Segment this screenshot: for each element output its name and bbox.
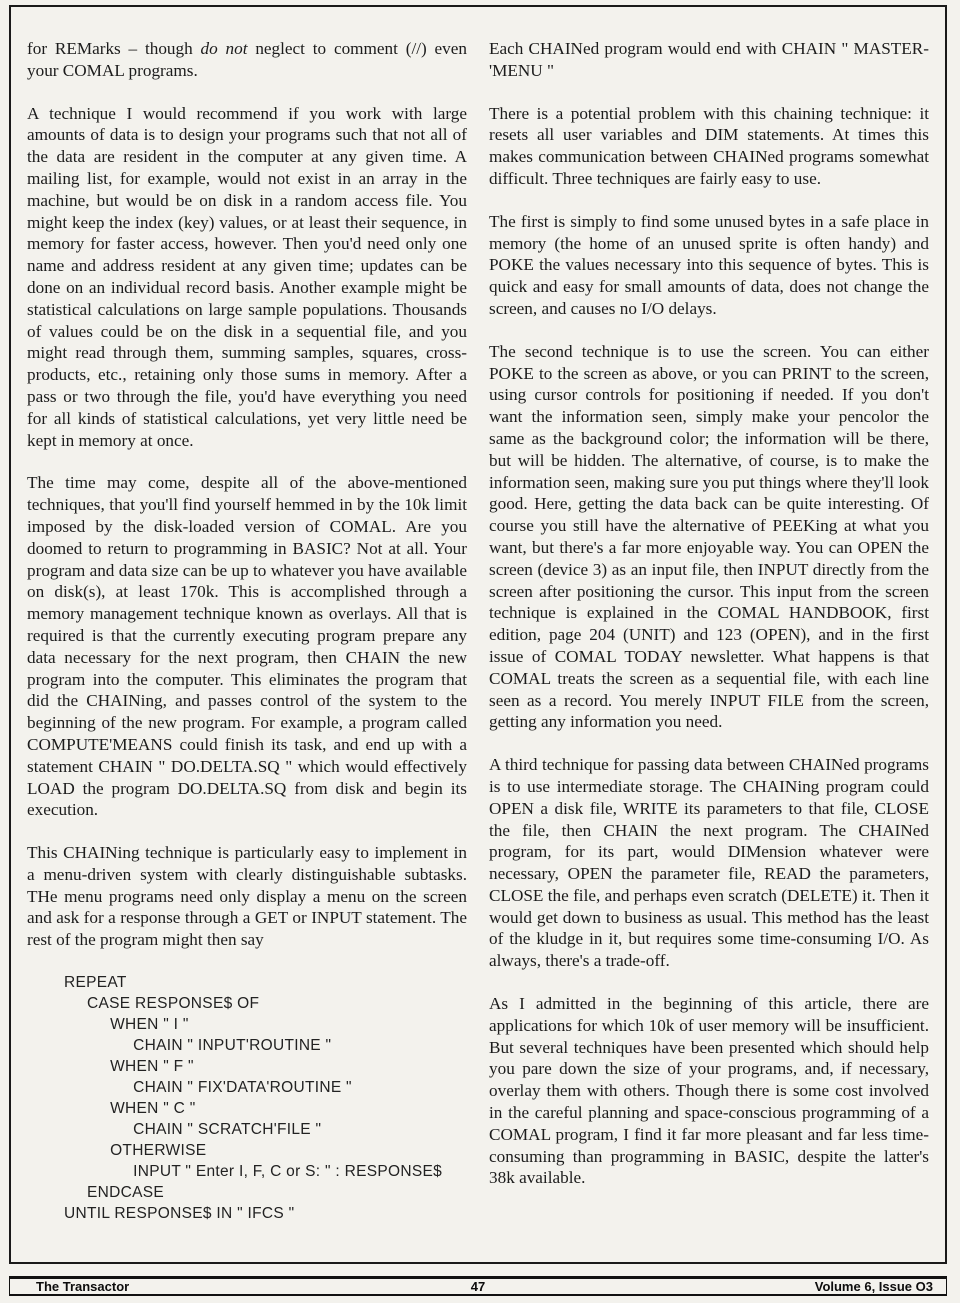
left-column-paragraphs	[27, 38, 467, 951]
code-line: CHAIN " INPUT'ROUTINE "	[64, 1037, 332, 1055]
paragraph: The second technique is to use the screen. You can either POKE to the screen as above, or you can PRINT to the screen, using cursor controls for positioning if needed. If you don't want the information seen, simply make your pencolor the same as the background color; the information will be there, but will be hidden. The alternative, of course, is to make the information seen, making sure you put things where they'll look good. Here, getting the data back can be quite interesting. Of course you still have the alternative of PEEKing at what you want, but there's a far more enjoyable way. You can OPEN the screen (device 3) as an input file, then INPUT directly from the screen after positioning the cursor. This input from the screen technique is explained in the COMAL HANDBOOK, first edition, page 204 (UNIT) and 123 (OPEN), and in the first issue of COMAL TODAY newsletter. What happens is that COMAL treats the screen as a sequential file, with each line seen as a record. You merely INPUT FILE from the screen, getting any information you need.	[489, 341, 929, 732]
left-column	[27, 38, 467, 1224]
code-line: INPUT " Enter I, F, C or S: " : RESPONSE$	[64, 1163, 443, 1181]
right-column	[489, 38, 929, 1224]
code-line: WHEN " F "	[64, 1058, 194, 1076]
footer	[9, 1276, 947, 1296]
code-line: OTHERWISE	[64, 1142, 207, 1160]
page-frame	[9, 5, 947, 1264]
paragraph: This CHAINing technique is particularly easy to implement in a menu-driven system with clearly distinguishable subtasks. THe menu programs need only display a menu on the screen and ask for a response through a GET or INPUT statement. The rest of the program might then say	[27, 843, 467, 950]
paragraph: The first is simply to find some unused bytes in a safe place in memory (the home of an unused sprite is often handy) and POKE the values necessary into this sequence of bytes. This is quick and easy for small amounts of data, does not change the screen, and causes no I/O delays.	[489, 211, 929, 318]
code-line: CHAIN " SCRATCH'FILE "	[64, 1121, 322, 1139]
paragraph: A third technique for passing data between CHAINed programs is to use intermediate storage. The CHAINing program could OPEN a disk file, WRITE its parameters to that file, CLOSE the file, then CHAIN the next program. The CHAINed program, for its part, would DIMension whatever were necessary, OPEN the parameter file, READ the parameters, CLOSE the file, and perhaps even scratch (DELETE) it. Then it would get down to business as usual. This method has the least of the kludge in it, but requires some time-consuming I/O. As always, there's a trade-off.	[489, 755, 929, 971]
code-line: UNTIL RESPONSE$ IN " IFCS "	[64, 1205, 295, 1223]
paragraph: for REMarks – though do not neglect to comment (//) even your COMAL programs.	[27, 39, 467, 80]
code-line: REPEAT	[64, 974, 127, 992]
footer-brand: The Transactor	[36, 1279, 130, 1294]
paragraph: Each CHAINed program would end with CHAIN " MASTER-'MENU "	[489, 39, 929, 80]
code-line: WHEN " C "	[64, 1100, 196, 1118]
code-block	[64, 972, 467, 1224]
code-line: ENDCASE	[64, 1184, 165, 1202]
right-column-paragraphs	[489, 38, 929, 1189]
article	[27, 38, 929, 1224]
footer-issue: Volume 6, Issue O3	[814, 1279, 933, 1294]
paragraph: The time may come, despite all of the above-mentioned techniques, that you'll find yourself hemmed in by the 10k limit imposed by the disk-loaded version of COMAL. Are you doomed to return to programming in BASIC? Not at all. Your program and data size can be up to whatever you have available on disk(s), at least 170k. This is accomplished through a memory management technique known as overlays. All that is required is that the currently executing program prepare any data necessary for the next program, then CHAIN the new program into the computer. This eliminates the program that did the CHAINing, and passes control of the system to the beginning of the new program. For example, a program called COMPUTE'MEANS could finish its task, and end up with a statement CHAIN " DO.DELTA.SQ " which would effectively LOAD the program DO.DELTA.SQ from disk and begin its execution.	[27, 473, 467, 820]
code-line: CHAIN " FIX'DATA'ROUTINE "	[64, 1079, 352, 1097]
code-line: WHEN " I "	[64, 1016, 189, 1034]
paragraph: There is a potential problem with this chaining technique: it resets all user variables and DIM statements. At times this makes communication between CHAINed programs somewhat difficult. Three techniques are fairly easy to use.	[489, 103, 929, 188]
footer-page-number: 47	[470, 1279, 486, 1294]
code-line: CASE RESPONSE$ OF	[64, 995, 260, 1013]
paragraph: As I admitted in the beginning of this article, there are applications for which 10k of user memory will be insufficient. But several techniques have been presented which should help you pare down the size of your programs, and, if necessary, overlay them with others. Though there is some cost involved in the careful planning and space-conscious programming of a COMAL program, I find it far more pleasant and far less time-consuming than programming in BASIC, despite the latter's 38k available.	[489, 994, 929, 1188]
paragraph: A technique I would recommend if you work with large amounts of data is to design your programs such that not all of the data are resident in the computer at any given time. A mailing list, for example, would not exist in an array in the machine, but would be on disk in a random access file. You might keep the index (key) values, or at least their sequence, in memory for faster access, however. Then you'd need only one name and address resident at any given time; updates can be done on an individual record basis. Another example might be statistical calculations on large sample populations. Thousands of values could be on the disk in a sequential file, and you might read through them, summing samples, squares, cross-products, etc., retaining only those sums in memory. After a pass or two through the file, you'd have everything you need for all kinds of statistical calculations, yet very little need be kept in memory at once.	[27, 103, 467, 450]
